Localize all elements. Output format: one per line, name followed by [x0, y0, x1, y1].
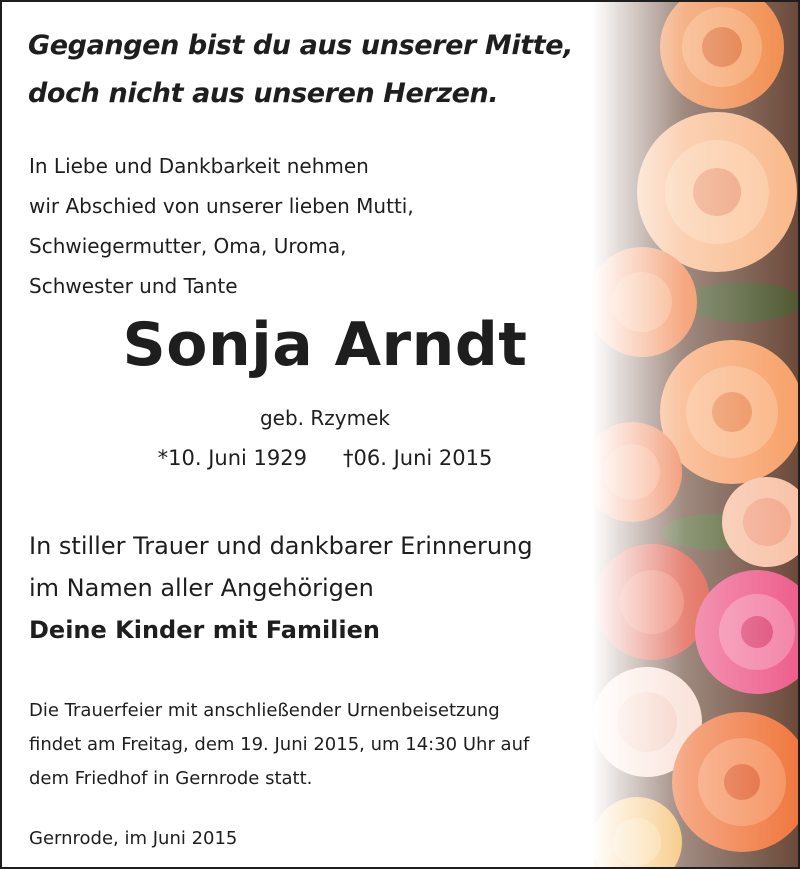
motto-line-2: doch nicht aus unseren Herzen.	[28, 78, 499, 109]
place-date: Gernrode, im Juni 2015	[29, 828, 238, 849]
deceased-name: Sonja Arndt	[122, 310, 528, 380]
intro-line-4: Schwester und Tante	[29, 274, 238, 298]
intro-line-3: Schwiegermutter, Oma, Uroma,	[29, 234, 347, 258]
mourners-line-2: im Namen aller Angehörigen	[29, 574, 374, 602]
birth-date: *10. Juni 1929	[157, 446, 307, 470]
mourners-signature: Deine Kinder mit Familien	[29, 616, 380, 644]
motto-line-1: Gegangen bist du aus unserer Mitte,	[28, 30, 573, 61]
death-date: †06. Juni 2015	[343, 446, 493, 470]
birth-name: geb. Rzymek	[259, 406, 390, 430]
obituary-text	[2, 2, 798, 867]
life-dates	[2, 446, 648, 470]
funeral-info-line-2: findet am Freitag, dem 19. Juni 2015, um 14:30 Uhr auf	[29, 734, 530, 755]
funeral-info-line-1: Die Trauerfeier mit anschließender Urnenbeisetzung	[29, 700, 500, 721]
mourners-line-1: In stiller Trauer und dankbarer Erinnerung	[29, 532, 533, 560]
intro-line-2: wir Abschied von unserer lieben Mutti,	[29, 194, 414, 218]
funeral-info-line-3: dem Friedhof in Gernrode statt.	[29, 768, 313, 789]
intro-line-1: In Liebe und Dankbarkeit nehmen	[29, 154, 369, 178]
